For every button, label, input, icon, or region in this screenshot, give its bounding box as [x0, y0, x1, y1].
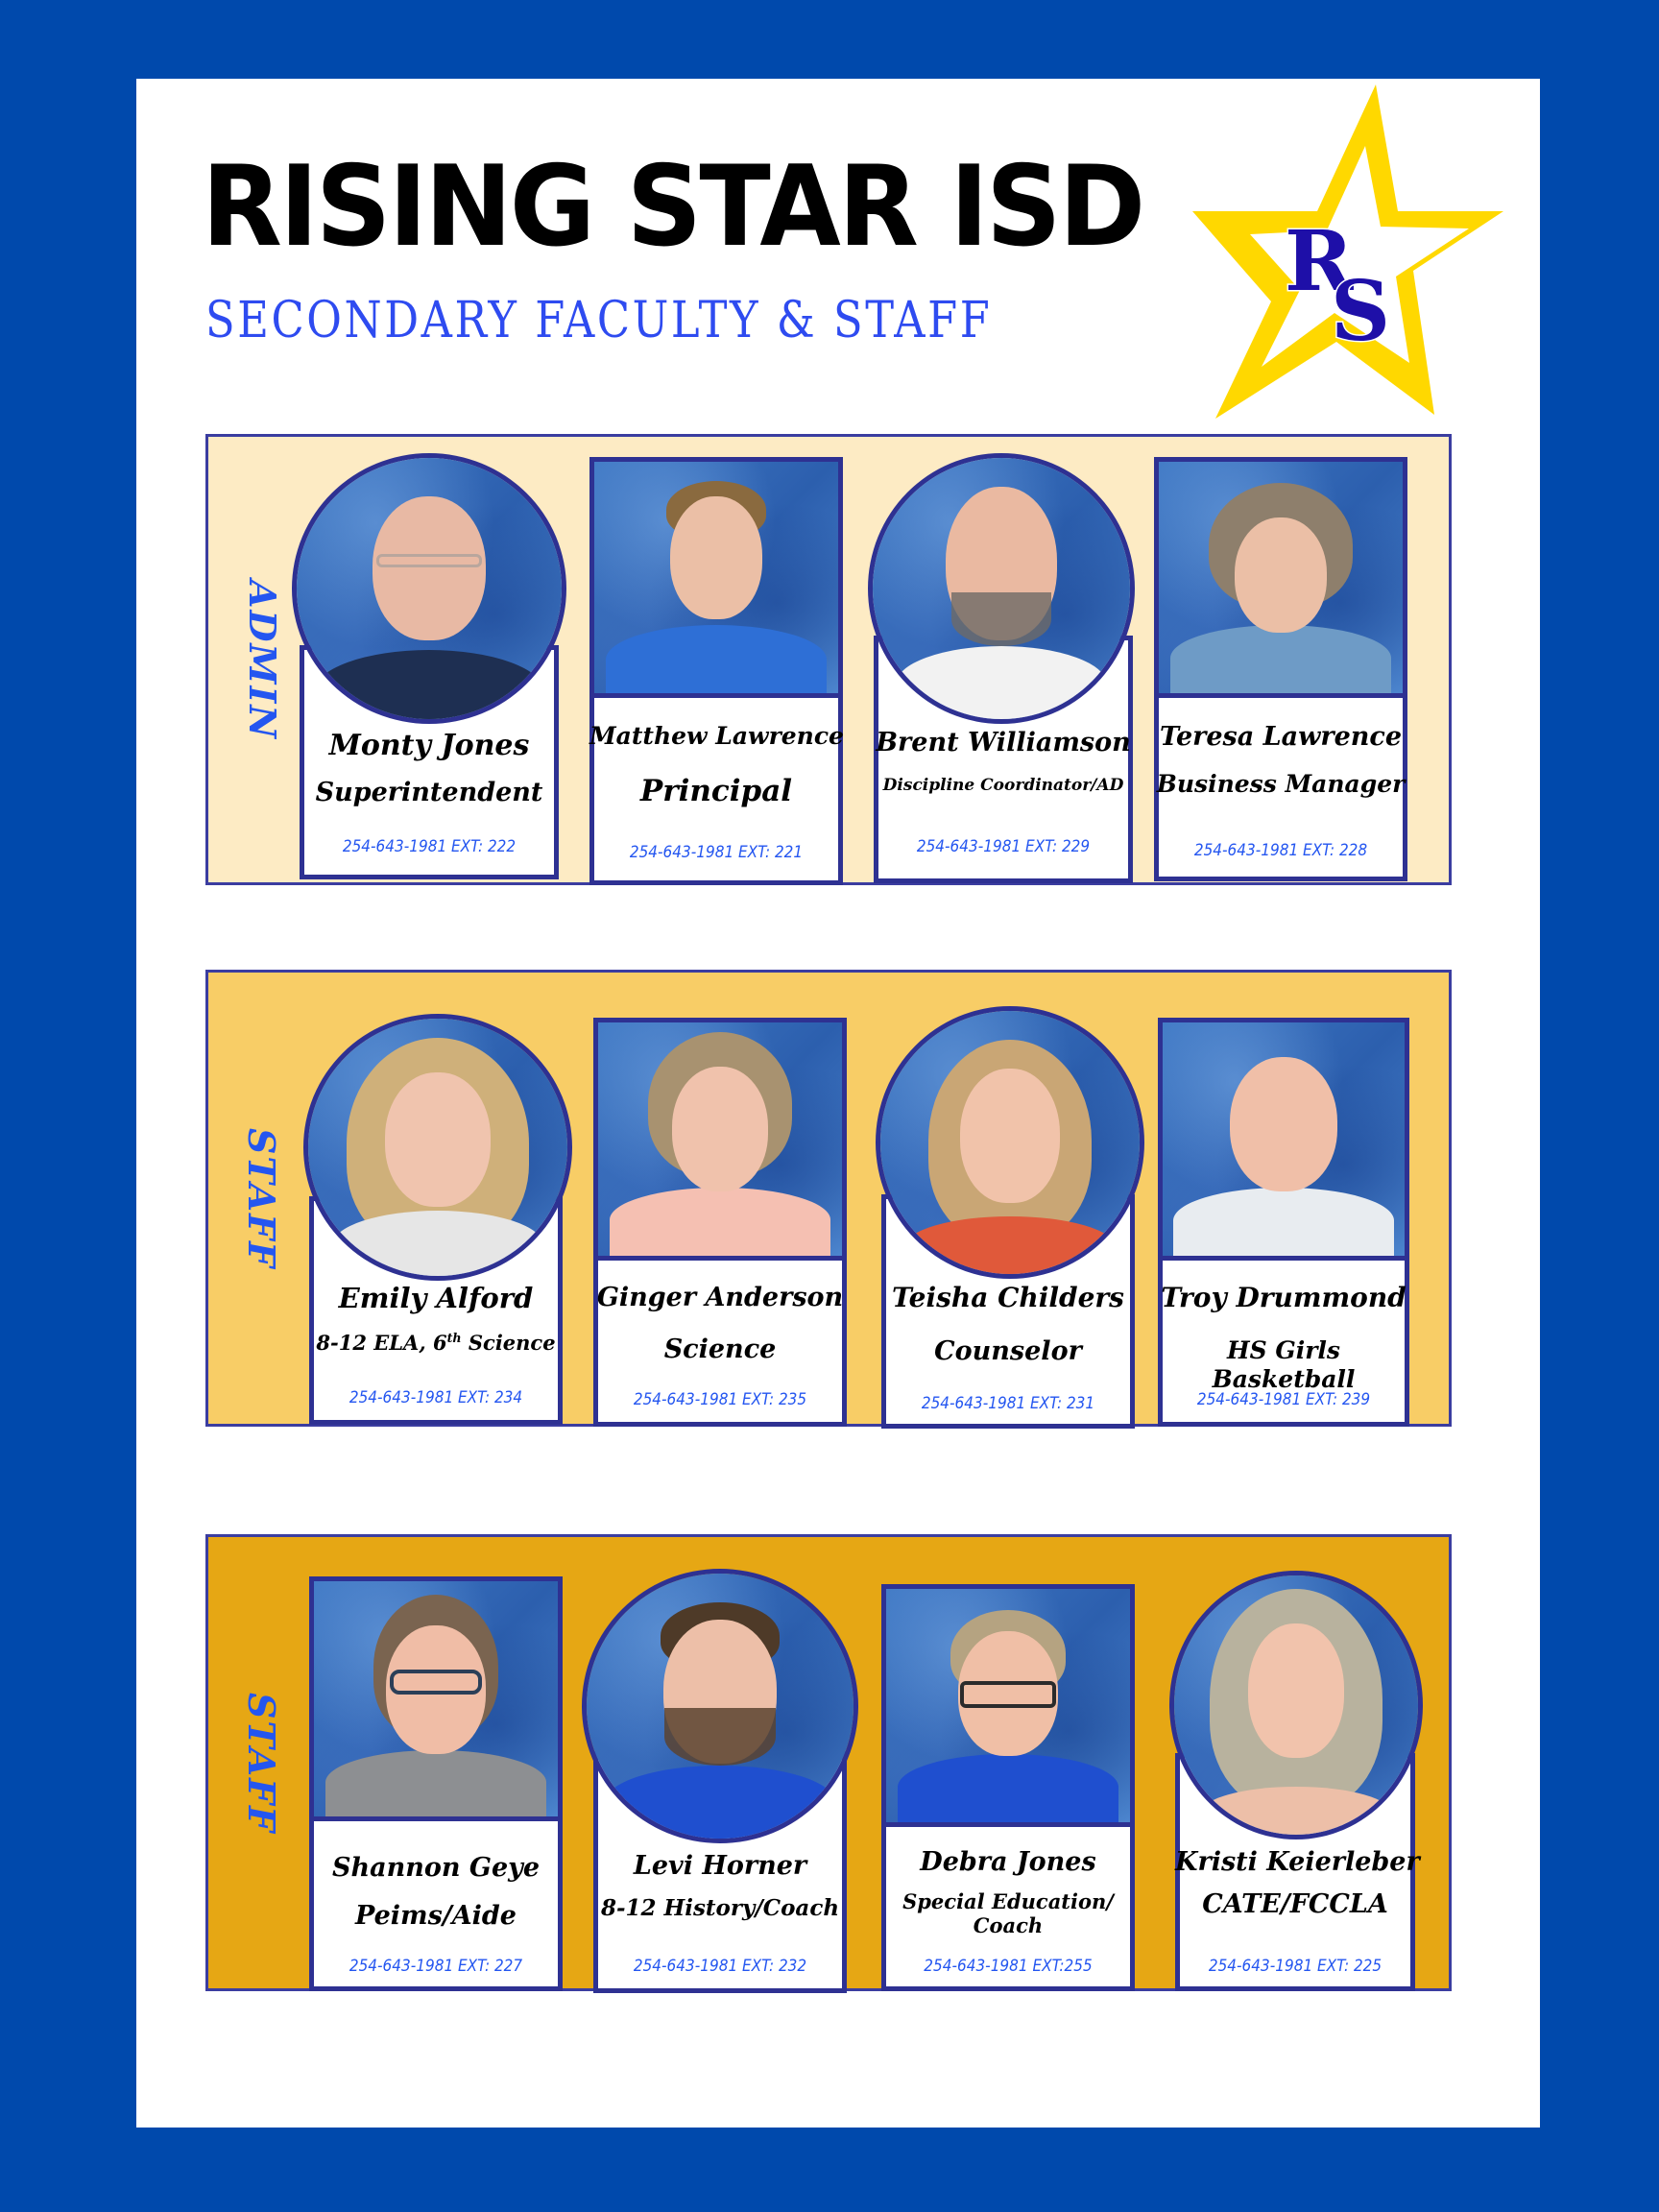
- staff-card: [1158, 1018, 1409, 1427]
- staff-role: 8-12 ELA, 6th Science: [316, 1331, 556, 1355]
- page-subtitle: SECONDARY FACULTY & STAFF: [205, 292, 993, 349]
- staff-card: [589, 457, 843, 885]
- staff-photo: [876, 1006, 1144, 1279]
- staff-card: [874, 453, 1133, 883]
- staff-card: [1154, 457, 1407, 881]
- staff-photo: [881, 1584, 1135, 1826]
- staff-photo: [292, 453, 566, 724]
- staff-phone: 254-643-1981 EXT: 234: [349, 1388, 523, 1407]
- staff-phone: 254-643-1981 EXT: 225: [1208, 1957, 1382, 1976]
- staff-phone: 254-643-1981 EXT: 231: [921, 1394, 1095, 1413]
- staff-phone: 254-643-1981 EXT: 222: [342, 837, 517, 856]
- staff-card: [1175, 1571, 1420, 1991]
- staff-photo: [593, 1018, 847, 1260]
- staff-phone: 254-643-1981 EXT: 229: [916, 837, 1091, 856]
- page-title: RISING STAR ISD: [202, 142, 1143, 272]
- staff-card: [593, 1018, 847, 1427]
- star-logo-icon: [1189, 81, 1511, 419]
- staff-role: HS Girls Basketball: [1212, 1336, 1356, 1393]
- staff-photo: [1169, 1571, 1423, 1839]
- staff-card: [593, 1569, 847, 1993]
- staff-name: Levi Horner: [633, 1851, 807, 1881]
- staff-role: CATE/FCCLA: [1202, 1889, 1388, 1919]
- svg-text:R: R: [1285, 213, 1354, 310]
- staff-name: Teresa Lawrence: [1159, 722, 1403, 752]
- staff-role: Science: [663, 1334, 777, 1364]
- staff-photo: [868, 453, 1135, 724]
- staff-card: [881, 1006, 1135, 1429]
- section-label: STAFF: [240, 1692, 284, 1834]
- staff-phone: 254-643-1981 EXT: 228: [1193, 841, 1368, 860]
- staff-role: Superintendent: [315, 778, 543, 807]
- staff-phone: 254-643-1981 EXT: 235: [633, 1390, 807, 1409]
- staff-name: Emily Alford: [338, 1282, 534, 1314]
- staff-name: Kristi Keierleber: [1175, 1847, 1420, 1877]
- staff-role: Discipline Coordinator/AD: [882, 776, 1124, 795]
- staff-photo: [582, 1569, 858, 1843]
- staff-photo: [303, 1014, 572, 1281]
- section-label: STAFF: [240, 1127, 284, 1269]
- staff-card: [881, 1584, 1135, 1991]
- staff-role: Principal: [639, 774, 793, 808]
- staff-role: Counselor: [934, 1336, 1082, 1366]
- staff-name: Monty Jones: [328, 729, 530, 762]
- section-label: ADMIN: [240, 579, 284, 740]
- staff-card: [300, 453, 559, 879]
- staff-photo: [1158, 1018, 1409, 1260]
- staff-role: Business Manager: [1156, 770, 1406, 798]
- staff-name: Brent Williamson: [876, 728, 1131, 757]
- staff-name: Troy Drummond: [1161, 1282, 1407, 1313]
- staff-name: Teisha Childers: [892, 1282, 1124, 1313]
- staff-name: Shannon Geye: [331, 1853, 541, 1883]
- staff-phone: 254-643-1981 EXT: 239: [1196, 1390, 1371, 1409]
- staff-card: [309, 1576, 563, 1991]
- staff-role: 8-12 History/Coach: [600, 1895, 840, 1921]
- staff-phone: 254-643-1981 EXT: 221: [629, 843, 804, 862]
- staff-phone: 254-643-1981 EXT: 232: [633, 1957, 807, 1976]
- staff-photo: [589, 457, 843, 697]
- staff-name: Debra Jones: [920, 1847, 1096, 1877]
- staff-role: Peims/Aide: [355, 1901, 517, 1931]
- staff-name: Matthew Lawrence: [589, 722, 844, 750]
- svg-text:S: S: [1331, 263, 1391, 360]
- staff-role: Special Education/ Coach: [902, 1889, 1114, 1938]
- staff-phone: 254-643-1981 EXT: 227: [349, 1957, 523, 1976]
- staff-phone: 254-643-1981 EXT:255: [924, 1957, 1093, 1976]
- staff-photo: [309, 1576, 563, 1820]
- staff-photo: [1154, 457, 1407, 697]
- staff-name: Ginger Anderson: [596, 1283, 844, 1312]
- staff-card: [309, 1014, 563, 1425]
